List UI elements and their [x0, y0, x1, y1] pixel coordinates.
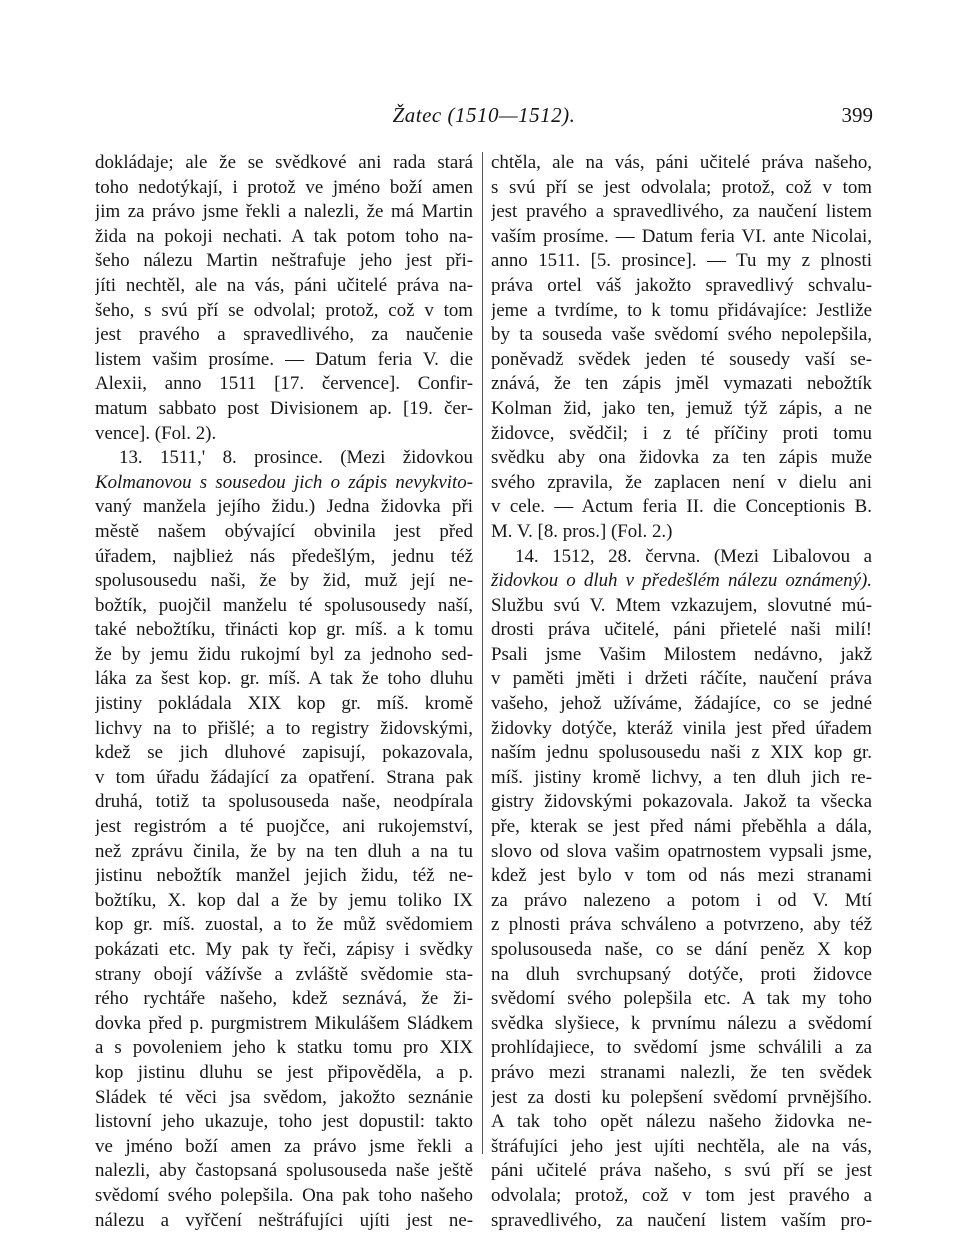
text-line: šeho, s svú pří se odvolal; protož, což v tom: [95, 299, 473, 321]
text-line: Sládek té věci jsa svědom, jakožto seznánie: [95, 1086, 473, 1108]
text-line: svědomí svého polepšila. Ona pak toho našeho: [95, 1184, 473, 1206]
text-line: židovkou o dluh v předešlém nálezu oznámený).: [491, 570, 872, 592]
text-line: vašeho, jehož užíváme, žádajíce, co se jedné: [491, 693, 872, 715]
text-line: svědomí svého polepšila etc. A tak my toho: [491, 988, 872, 1010]
text-line: Kolmanovou s sousedou jich o zápis nevykvito-: [95, 471, 473, 493]
text-line: drosti práva učitelé, páni přietelé naši milí!: [491, 619, 872, 641]
text-line: v cele. — Actum feria II. die Conceptionis B.: [491, 496, 872, 518]
text-line: prohlídajiece, to svědomí jsme schválili a za: [491, 1037, 872, 1059]
text-line: listem vašim prosíme. — Datum feria V. die: [95, 348, 473, 370]
text-line: kdež se jich dluhové zapisují, pokazovala,: [95, 742, 473, 764]
text-line: Kolman žid, jako ten, jemuž týž zápis, a ne: [491, 397, 872, 419]
text-line: chtěla, ale na vás, páni učitelé práva našeho,: [491, 152, 872, 173]
text-line: než zprávu činila, že by na ten dluh a na tu: [95, 840, 473, 862]
text-line: jest za dosti ku polepšení svědomí prvnějšího.: [491, 1086, 872, 1108]
text-line: poněvadž svědek jeden té sousedy vaší se-: [491, 348, 872, 370]
text-line: jest pravého a spravedlivého, za naučení listem: [491, 201, 872, 223]
text-line: gistry židovskými pokazovala. Jakož ta všecka: [491, 791, 872, 813]
left-column: [95, 151, 473, 1233]
text-line: žida na pokoji nechati. A tak potom toho na-: [95, 225, 473, 247]
text-line: láka za šest kop. gr. míš. A tak že toho dluhu: [95, 668, 473, 690]
column-divider: [482, 152, 483, 1154]
text-line: vaný manžela jejího židu.) Jedna židovka při: [95, 496, 473, 518]
text-line: v paměti jměti i držeti ráčíte, naučení práva: [491, 668, 872, 690]
text-line: na dluh svrchupsaný dotýče, proti židovce: [491, 963, 872, 985]
text-line: židovky dotýče, kteráž vinila jest před úřadem: [491, 717, 872, 739]
text-line: 14. 1512, 28. června. (Mezi Libalovou a: [515, 545, 872, 567]
text-line: božtíku, X. kop dal a že by jemu toliko IX: [95, 889, 473, 911]
text-line: páni učitelé práva našeho, s svú pří se jest: [491, 1160, 872, 1182]
text-line: matum sabbato post Divisionem ap. [19. čer-: [95, 397, 473, 419]
right-column: [491, 151, 872, 1233]
running-title: Žatec (1510—1512).: [392, 103, 576, 127]
text-line: 13. 1511,' 8. prosince. (Mezi židovkou: [119, 447, 473, 469]
text-line: štráfujíci jeho jest ujíti nechtěla, ale na vás,: [491, 1135, 872, 1157]
text-line: nalezli, aby častopsaná spolusouseda naše ještě: [95, 1160, 473, 1182]
text-line: nálezu a vyřčení neštráfujíci ujíti jest ne-: [95, 1209, 473, 1231]
text-line: rého rychtáře našeho, kdež seznává, že ži-: [95, 988, 473, 1010]
text-line: kop jistinu dluhu se jest připověděla, a p.: [95, 1061, 473, 1083]
text-line: práva ortel váš jakožto spravedlivý schvalu-: [491, 274, 872, 296]
page-header: [95, 103, 873, 131]
text-line: židovce, svědčil; i z té příčiny proti tomu: [491, 422, 872, 444]
text-line: božtík, puojčil manželu té spolusousedy naší,: [95, 594, 473, 616]
text-line: úřadem, najblież nás předešlým, jednu též: [95, 545, 473, 567]
text-line: jest pravého a spravedlivého, za naučenie: [95, 324, 473, 346]
text-line: M. V. [8. pros.] (Fol. 2.): [491, 520, 673, 542]
text-line: v tom úřadu žádající za opatření. Strana pak: [95, 766, 473, 788]
text-line: lichvy na to přišlé; a to registry židovskými,: [95, 717, 473, 739]
text-line: jíti nechtěl, ale na vás, páni učitelé práva na-: [95, 274, 473, 296]
text-line: a s povoleniem jeho k statku tomu pro XIX: [95, 1037, 473, 1059]
text-line: Psali jsme Vašim Milostem nedávno, jakž: [491, 643, 872, 665]
page-number: 399: [841, 103, 873, 127]
text-line: dokládaje; ale že se svědkové ani rada stará: [95, 152, 473, 173]
text-line: kop gr. míš. zuostal, a to že můž svědomiem: [95, 914, 473, 936]
text-line: listovní jeho ukazuje, toho jest dopustil: takto: [95, 1111, 473, 1133]
text-line: toho nedotýkají, i protož ve jméno boží amen: [95, 176, 473, 198]
text-line: dovka před p. purgmistrem Mikulášem Sládkem: [95, 1012, 473, 1034]
text-line: spolusouseda naše, co se dání peněz X kop: [491, 939, 872, 960]
text-line: také nebožtíku, třinácti kop gr. míš. a k tomu: [95, 619, 473, 641]
text-line: městě našem obývající obvinila jest před: [95, 520, 473, 542]
text-line: s svú pří se jest odvolala; protož, což v tom: [491, 176, 872, 198]
text-line: pokázati etc. My pak ty řeči, zápisy i svědky: [95, 939, 473, 960]
text-line: šeho nálezu Martin neštrafuje jeho jest při-: [95, 250, 473, 272]
text-line: Alexii, anno 1511 [17. července]. Confir-: [95, 373, 473, 395]
text-line: ve jméno boží amen za právo jsme řekli a: [95, 1135, 473, 1157]
text-line: svědka slyšiece, k prvnímu nálezu a svědomí: [491, 1012, 872, 1034]
text-line: pře, kterak se jest před námi přeběhla a dála,: [491, 816, 872, 838]
text-line: spolusousedu naši, že by žid, muž její ne-: [95, 570, 473, 592]
text-line: naším jednu spolusousedu naši z XIX kop gr.: [491, 742, 872, 764]
text-line: svého zpravila, že zaplacen není v dielu ani: [491, 471, 872, 493]
text-line: znává, že ten zápis jměl vymazati nebožtík: [491, 373, 872, 395]
text-line: za právo nalezeno a potom i od V. Mtí: [491, 889, 872, 911]
text-line: odvolala; protož, což v tom jest pravého a: [491, 1184, 872, 1206]
text-line: anno 1511. [5. prosince]. — Tu my z plnosti: [491, 250, 872, 272]
text-line: jistiny pokládala XIX kop gr. míš. kromě: [95, 693, 473, 715]
text-line: druhá, totiž ta spolusouseda naše, neodpírala: [95, 791, 473, 813]
text-line: jim za právo jsme řekli a nalezli, že má Martin: [95, 201, 473, 223]
text-line: svědku aby ona židovka za ten zápis muže: [491, 447, 872, 469]
text-line: vaším prosíme. — Datum feria VI. ante Nicolai,: [491, 225, 872, 247]
text-line: jeme a tvrdíme, to k tomu přidávajíce: Jestliže: [491, 299, 872, 321]
text-line: kdež jest bylo v tom od nás mezi stranami: [491, 865, 872, 887]
text-line: míš. jistiny kromě lichvy, a ten dluh jich re-: [491, 766, 872, 788]
text-line: A tak toho opět nálezu našeho židovka ne-: [491, 1111, 872, 1133]
text-line: právo mezi stranami nalezli, že ten svědek: [491, 1061, 872, 1083]
text-line: vence]. (Fol. 2).: [95, 422, 217, 444]
text-line: strany obojí vážívše a zvláště svědomie sta-: [95, 963, 473, 985]
text-line: jistinu nebožtík manžel jejich židu, též ne-: [95, 865, 473, 887]
text-line: Službu svú V. Mtem vzkazujem, slovutné mú-: [491, 594, 872, 616]
text-line: že by jemu židu rukojmí byl za jednoho sed-: [95, 643, 473, 665]
text-line: spravedlivého, za naučení listem vaším pro-: [491, 1209, 872, 1231]
text-line: slovo od slova vašim opatrnostem vypsali jsme,: [491, 840, 872, 862]
text-line: by ta souseda vaše svědomí svého nepolepšila,: [491, 324, 872, 346]
text-line: z plnosti práva schváleno a potvrzeno, aby též: [491, 914, 872, 936]
text-line: jest registróm a té puojčce, ani rukojemství,: [95, 816, 473, 838]
